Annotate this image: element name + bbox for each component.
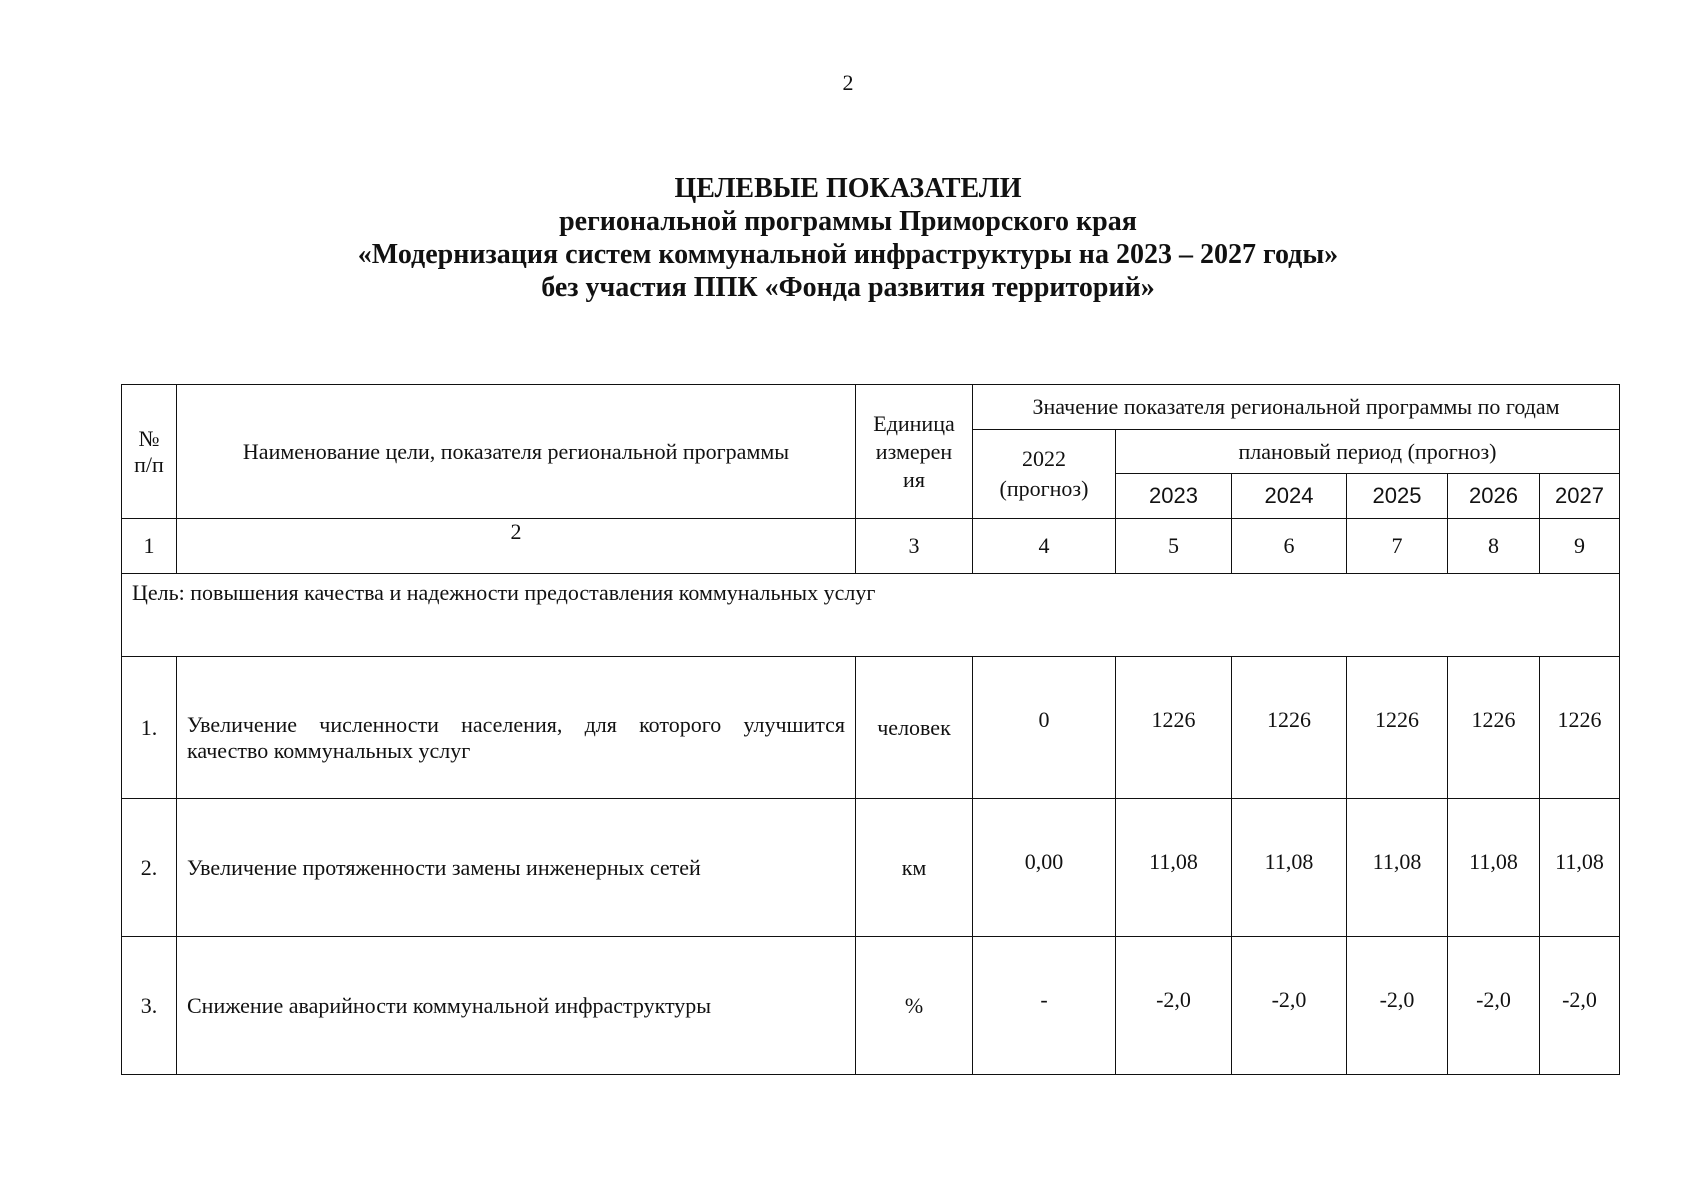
header-year: 2026 <box>1448 474 1540 519</box>
header-unit-line3: ия <box>903 466 925 492</box>
header-base-year-note: (прогноз) <box>999 476 1089 501</box>
row-year-value: 11,08 <box>1448 799 1540 937</box>
row-base-value: 0 <box>973 657 1116 799</box>
row-base-value: - <box>973 937 1116 1075</box>
header-number-sign: № <box>138 425 160 451</box>
indicators-table <box>121 384 1620 1075</box>
heading-subtitle: региональной программы Приморского края <box>559 206 1137 237</box>
row-year-value: 1226 <box>1540 657 1620 799</box>
heading-note: без участия ППК «Фонда развития территорий» <box>541 272 1155 303</box>
header-number <box>122 385 177 519</box>
table-row <box>122 799 1620 937</box>
row-unit: человек <box>856 657 973 799</box>
row-year-value: 11,08 <box>1232 799 1347 937</box>
row-year-value: -2,0 <box>1448 937 1540 1075</box>
row-year-value: -2,0 <box>1232 937 1347 1075</box>
table-header-row <box>122 385 1620 430</box>
row-number: 3. <box>122 937 177 1075</box>
column-number: 4 <box>973 519 1116 574</box>
header-base-year <box>973 430 1116 519</box>
column-number: 2 <box>177 519 856 574</box>
column-numbers-row <box>122 519 1620 574</box>
table-row <box>122 657 1620 799</box>
header-plan-group: плановый период (прогноз) <box>1116 430 1620 474</box>
row-year-value: 11,08 <box>1116 799 1232 937</box>
header-name: Наименование цели, показателя региональной программы <box>177 385 856 519</box>
row-indicator-name: Увеличение протяженности замены инженерных сетей <box>177 799 856 937</box>
row-year-value: 1226 <box>1347 657 1448 799</box>
row-base-value: 0,00 <box>973 799 1116 937</box>
row-year-value: 1226 <box>1448 657 1540 799</box>
header-unit-line1: Единица <box>873 410 955 436</box>
row-unit: км <box>856 799 973 937</box>
column-number: 5 <box>1116 519 1232 574</box>
column-number: 9 <box>1540 519 1620 574</box>
column-number: 6 <box>1232 519 1347 574</box>
row-year-value: -2,0 <box>1347 937 1448 1075</box>
document-heading <box>0 172 1696 304</box>
row-number: 2. <box>122 799 177 937</box>
goal-row <box>122 574 1620 657</box>
header-unit-line2: измерен <box>875 438 953 464</box>
row-year-value: -2,0 <box>1540 937 1620 1075</box>
heading-program-name: «Модернизация систем коммунальной инфраструктуры на 2023 – 2027 годы» <box>357 239 1339 270</box>
row-indicator-name-text: Увеличение численности населения, для которого улучшится качество коммунальных услуг <box>187 711 845 763</box>
row-unit: % <box>856 937 973 1075</box>
row-indicator-name <box>177 657 856 799</box>
page-number: 2 <box>842 70 854 95</box>
row-number: 1. <box>122 657 177 799</box>
row-year-value: 11,08 <box>1347 799 1448 937</box>
table-row <box>122 937 1620 1075</box>
row-year-value: 1226 <box>1116 657 1232 799</box>
goal-text: Цель: повышения качества и надежности предоставления коммунальных услуг <box>122 574 1620 657</box>
header-unit <box>856 385 973 519</box>
column-number: 3 <box>856 519 973 574</box>
header-year: 2023 <box>1116 474 1232 519</box>
header-number-abbr: п/п <box>134 451 164 477</box>
header-year: 2027 <box>1540 474 1620 519</box>
row-year-value: -2,0 <box>1116 937 1232 1075</box>
column-number: 8 <box>1448 519 1540 574</box>
header-base-year-value: 2022 <box>1022 446 1066 471</box>
header-values-group: Значение показателя региональной программы по годам <box>973 385 1620 430</box>
header-year: 2025 <box>1347 474 1448 519</box>
row-year-value: 11,08 <box>1540 799 1620 937</box>
heading-title: ЦЕЛЕВЫЕ ПОКАЗАТЕЛИ <box>674 173 1022 204</box>
row-year-value: 1226 <box>1232 657 1347 799</box>
row-indicator-name: Снижение аварийности коммунальной инфраструктуры <box>177 937 856 1075</box>
column-number: 1 <box>122 519 177 574</box>
column-number: 7 <box>1347 519 1448 574</box>
header-year: 2024 <box>1232 474 1347 519</box>
